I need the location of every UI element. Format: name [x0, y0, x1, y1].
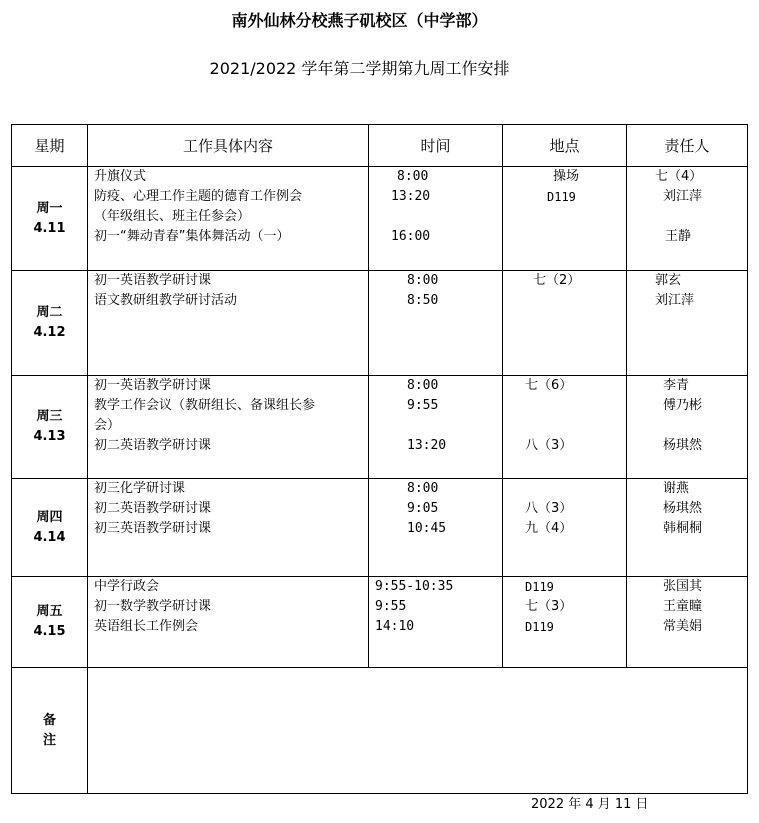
weekday-label: 周二	[36, 305, 63, 320]
place-value: D119	[525, 620, 554, 634]
place-cell	[503, 167, 627, 271]
person-value: 常美娟	[663, 619, 703, 634]
content-line: 初二英语教学研讨课	[94, 501, 212, 516]
time-cell	[369, 376, 503, 479]
time-cell	[369, 271, 503, 376]
content-cell	[88, 376, 369, 479]
weekday-label: 周三	[36, 409, 63, 424]
content-line: 初一数学教学研讨课	[94, 599, 212, 614]
date-label: 4.14	[33, 529, 66, 545]
time-value: 16:00	[391, 229, 431, 244]
date-label: 4.12	[33, 325, 66, 340]
content-line: 初一英语教学研讨课	[94, 273, 212, 288]
content-line: 会）	[94, 418, 121, 433]
time-cell	[369, 167, 503, 271]
day-cell	[12, 271, 88, 376]
schedule-table	[11, 124, 748, 794]
person-cell	[627, 271, 748, 376]
place-value: 操场	[553, 169, 580, 184]
place-cell	[503, 376, 627, 479]
schedule-title: 2021/2022 学年第二学期第九周工作安排	[209, 59, 510, 78]
notes-label-char: 注	[42, 732, 56, 748]
person-value: 韩桐桐	[663, 521, 703, 536]
place-value: 八（3）	[525, 501, 573, 516]
date-label: 4.11	[33, 220, 66, 236]
date-label: 4.15	[33, 624, 66, 639]
content-line: 初三英语教学研讨课	[94, 521, 212, 536]
person-value: 刘江萍	[655, 293, 695, 308]
time-value: 8:00	[407, 273, 439, 288]
table-row-wednesday	[12, 376, 748, 479]
place-value: D119	[525, 580, 554, 594]
time-value: 8:00	[397, 169, 429, 184]
place-value: 七（3）	[525, 599, 573, 614]
content-line: 教学工作会议（教研组长、备课组长参	[94, 398, 316, 413]
date-label: 4.13	[33, 429, 66, 444]
notes-label-cell	[12, 668, 88, 794]
time-cell	[369, 479, 503, 577]
time-value: 8:50	[407, 293, 439, 308]
time-value	[369, 207, 502, 227]
col-header-content: 工作具体内容	[88, 125, 369, 167]
person-cell	[627, 167, 748, 271]
content-line: 中学行政会	[94, 579, 160, 594]
time-value: 8:00	[407, 481, 439, 496]
day-cell	[12, 479, 88, 577]
place-value: 七（2）	[533, 273, 581, 288]
person-cell	[627, 577, 748, 668]
place-value: 八（3）	[525, 438, 573, 453]
person-value: 刘江萍	[663, 189, 703, 204]
content-cell	[88, 577, 369, 668]
time-cell	[369, 577, 503, 668]
place-value: 七（6）	[525, 378, 573, 393]
person-value: 郭玄	[655, 273, 682, 288]
place-value	[503, 416, 626, 436]
content-line: （年级组长、班主任参会）	[94, 209, 251, 224]
person-value: 王静	[665, 229, 692, 244]
content-cell	[88, 271, 369, 376]
content-line: 语文教研组教学研讨活动	[94, 293, 238, 308]
place-cell	[503, 271, 627, 376]
col-header-weekday: 星期	[12, 125, 88, 167]
weekday-label: 周五	[36, 604, 63, 619]
time-value: 13:20	[407, 438, 447, 453]
person-value: 杨琪然	[663, 501, 703, 516]
person-value: 谢燕	[663, 481, 690, 496]
content-line: 防疫、心理工作主题的德育工作例会	[94, 189, 303, 204]
place-value	[503, 291, 626, 311]
day-cell	[12, 577, 88, 668]
time-value: 13:20	[391, 189, 431, 204]
time-value: 9:55-10:35	[375, 579, 454, 594]
content-cell	[88, 479, 369, 577]
col-header-time: 时间	[369, 125, 503, 167]
place-cell	[503, 577, 627, 668]
col-header-place: 地点	[503, 125, 627, 167]
table-row-tuesday	[12, 271, 748, 376]
notes-content-cell	[88, 668, 748, 794]
time-value	[369, 416, 502, 436]
table-row-notes	[12, 668, 748, 794]
table-row-thursday	[12, 479, 748, 577]
weekday-label: 周四	[36, 509, 63, 525]
content-line: 初一“舞动青春”集体舞活动（一）	[94, 229, 290, 244]
notes-label-char: 备	[42, 712, 56, 728]
person-value: 李青	[663, 378, 690, 393]
person-value	[627, 416, 747, 436]
time-value: 14:10	[375, 619, 415, 634]
content-line: 初一英语教学研讨课	[94, 378, 212, 393]
school-title: 南外仙林分校燕子矶校区（中学部）	[231, 11, 488, 30]
place-value	[503, 227, 626, 247]
person-value: 七（4）	[655, 169, 703, 184]
person-value: 张国其	[663, 579, 703, 594]
weekday-label: 周一	[36, 200, 63, 216]
time-value: 8:00	[407, 378, 439, 393]
col-header-person: 责任人	[627, 125, 748, 167]
person-value: 王童瞳	[663, 599, 703, 614]
table-row-friday	[12, 577, 748, 668]
time-value: 9:55	[407, 398, 439, 413]
time-value: 9:55	[375, 599, 407, 614]
day-cell	[12, 167, 88, 271]
person-cell	[627, 479, 748, 577]
place-value	[503, 396, 626, 416]
header-row	[12, 125, 748, 167]
place-value: D119	[547, 190, 576, 204]
content-line: 英语组长工作例会	[94, 619, 199, 634]
person-value: 傅乃彬	[663, 398, 703, 413]
person-value: 杨琪然	[663, 438, 703, 453]
person-cell	[627, 376, 748, 479]
place-value	[503, 207, 626, 227]
content-line: 升旗仪式	[94, 169, 147, 184]
time-value: 10:45	[407, 521, 447, 536]
time-value: 9:05	[407, 501, 439, 516]
footer-date: 2022 年 4 月 11 日	[531, 797, 649, 812]
content-line: 初三化学研讨课	[94, 481, 186, 496]
place-cell	[503, 479, 627, 577]
day-cell	[12, 376, 88, 479]
table-row-monday	[12, 167, 748, 271]
place-value	[503, 479, 626, 499]
person-value	[627, 207, 747, 227]
place-value: 九（4）	[525, 521, 573, 536]
content-line: 初二英语教学研讨课	[94, 438, 212, 453]
content-cell	[88, 167, 369, 271]
